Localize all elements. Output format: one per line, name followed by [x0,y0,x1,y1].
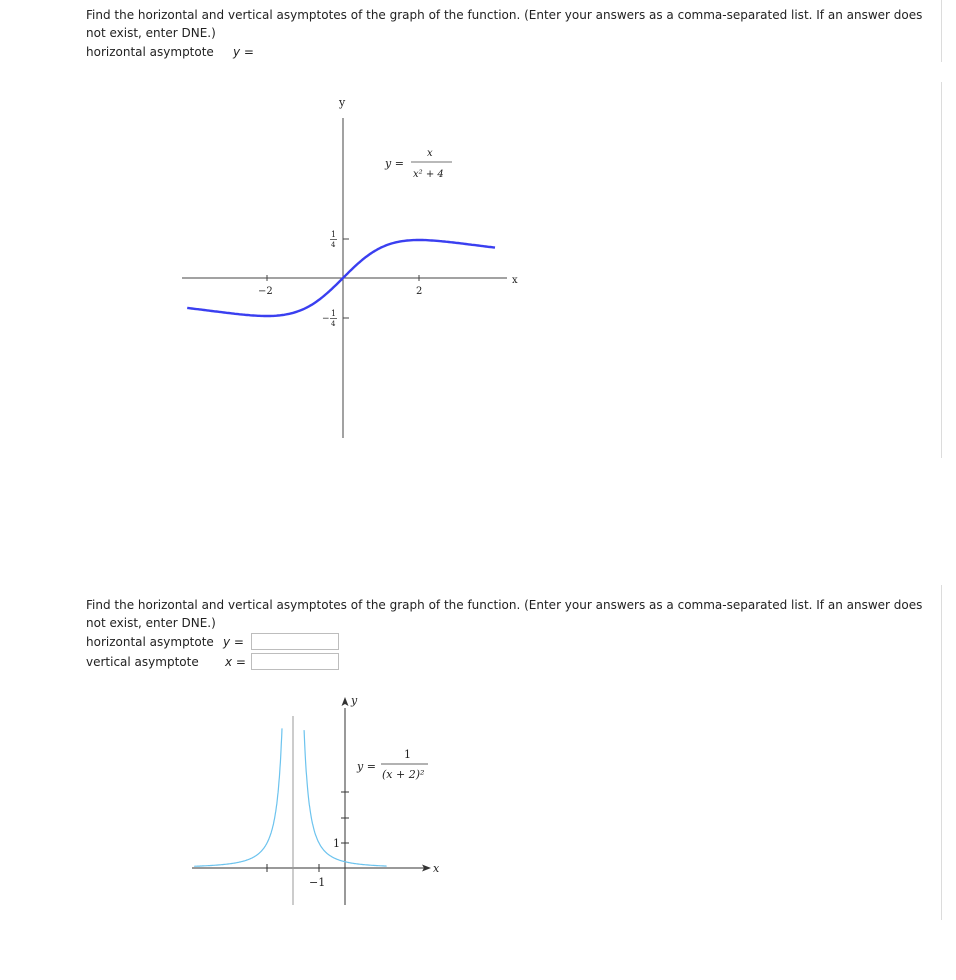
y-tick-label-neg-num: 1 [331,309,337,318]
x-axis-label: x [512,275,518,286]
y-tick-label-neg-sign: − [322,314,330,324]
equation-lhs: y = [385,157,404,170]
y-tick-label-neg-den: 4 [331,320,336,328]
vertical-asymptote-var: x = [225,655,246,669]
horizontal-asymptote-var: y = [223,635,244,649]
y-axis-arrow [342,697,349,706]
equation-denominator: (x + 2)² [382,768,425,781]
y-tick-label-pos-den: 4 [331,241,336,249]
vertical-asymptote-label: vertical asymptote [86,655,199,669]
problem-2-prompt: Find the horizontal and vertical asymptotes of the graph of the function. (Enter your answers as a comma-separated list. If an answer does not exist, enter DNE.) [86,598,923,630]
equation-denominator: x² + 4 [413,169,444,180]
horizontal-asymptote-var: y = [233,45,254,59]
x-axis-label: x [433,862,440,875]
equation-lhs: y = [357,760,376,773]
x-tick-label-neg1: −1 [309,876,326,889]
function-curve-left-branch [194,728,282,866]
y-tick-label-1: 1 [333,837,340,850]
horizontal-asymptote-label: horizontal asymptote [86,45,214,59]
horizontal-asymptote-label: horizontal asymptote [86,635,214,649]
x-tick-label-neg2: −2 [258,286,273,297]
equation-numerator: 1 [404,748,411,761]
problem-1-prompt: Find the horizontal and vertical asymptotes of the graph of the function. (Enter your answers as a comma-separated list. If an answer does not exist, enter DNE.) [86,8,923,40]
y-axis-label: y [339,96,346,109]
equation-numerator: x [427,148,433,159]
x-tick-label-pos2: 2 [416,286,423,297]
y-tick-label-pos-num: 1 [331,230,337,239]
y-axis-label: y [351,694,358,707]
